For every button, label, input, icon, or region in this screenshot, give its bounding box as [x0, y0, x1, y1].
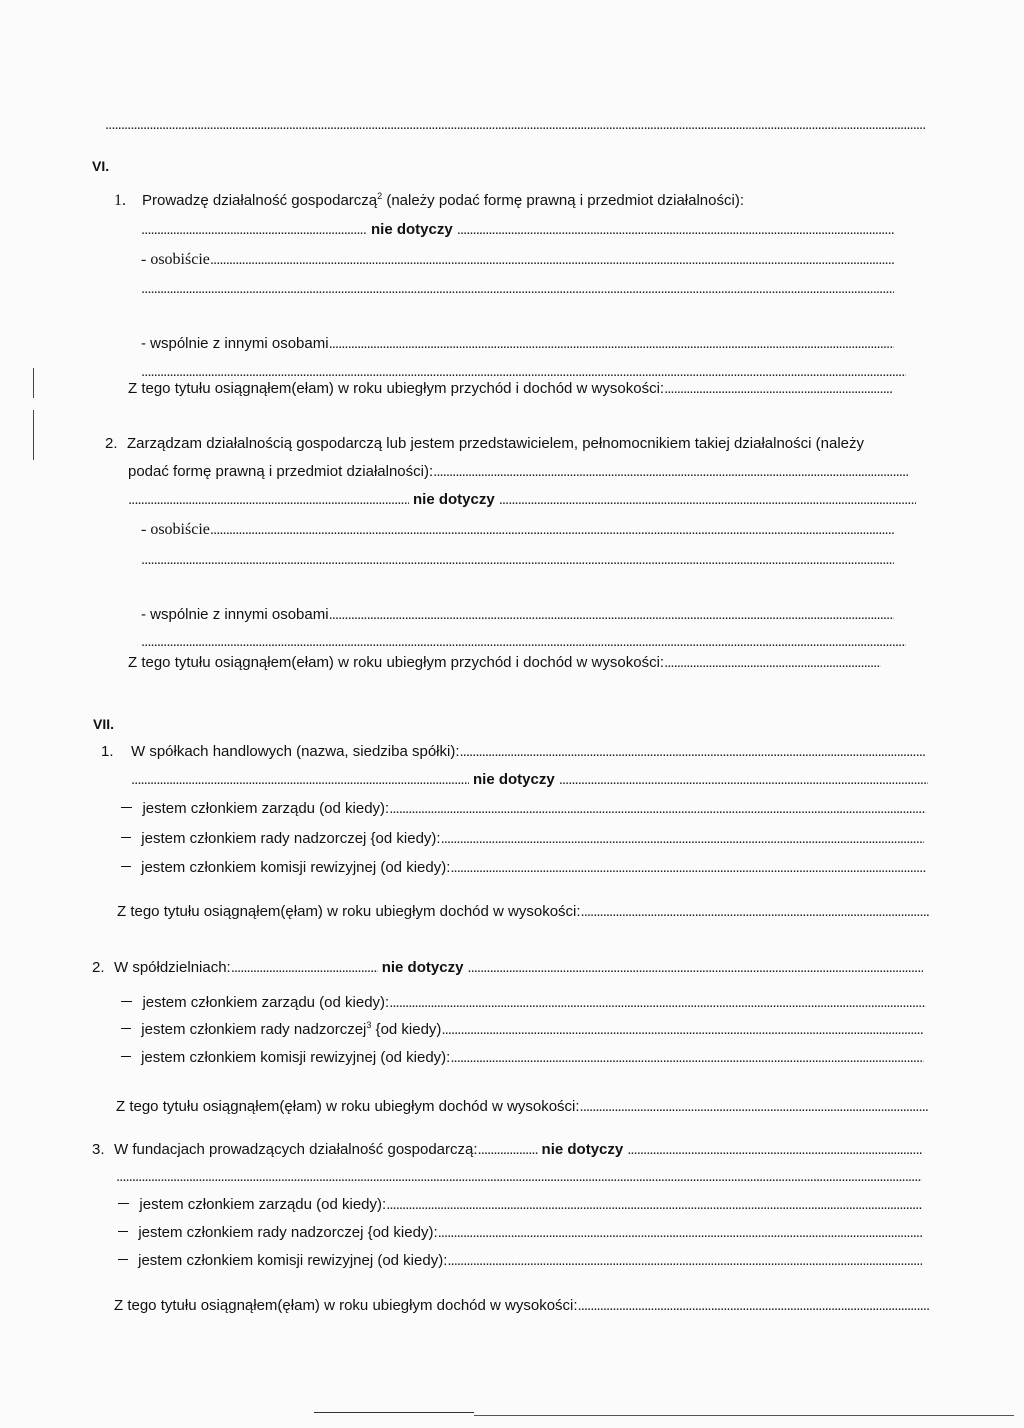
section-vii-numeral: VII. — [93, 716, 115, 732]
vii-3-supervisory: jestem członkiem rady nadzorczej {od kiedy): — [138, 1224, 438, 1241]
vii-3-audit: jestem członkiem komisji rewizyjnej (od kiedy): — [138, 1252, 448, 1269]
vii-3-text: W fundacjach prowadzących działalność gospodarczą: — [114, 1141, 478, 1158]
vii-2-number: 2. — [92, 959, 105, 976]
vi-2-jointly: - wspólnie z innymi osobami — [141, 606, 329, 623]
vi-2-number: 2. — [105, 435, 118, 452]
footnote-rule — [474, 1415, 1014, 1416]
vi-1-number: 1. — [114, 192, 126, 209]
top-dotted-line — [105, 116, 925, 134]
dash — [118, 1203, 129, 1204]
dash — [121, 866, 131, 867]
vii-3-blank-line — [116, 1168, 922, 1186]
vi-1-personally-line — [141, 251, 894, 269]
vi-2-heading — [105, 435, 905, 453]
vii-1-answer: nie dotyczy — [473, 771, 555, 788]
vi-1-heading — [114, 192, 934, 210]
vi-2-blank-line — [141, 633, 906, 651]
dash — [121, 807, 132, 808]
vi-2-answer-line — [128, 491, 916, 509]
vii-1-supervisory: jestem członkiem rady nadzorczej {od kiedy): — [141, 830, 441, 847]
vii-1-audit: jestem członkiem komisji rewizyjnej (od kiedy): — [141, 859, 451, 876]
vii-2-income: Z tego tytułu osiągnąłem(ęłam) w roku ubiegłym dochód w wysokości: — [116, 1098, 580, 1115]
vii-3-income: Z tego tytułu osiągnąłem(ęłam) w roku ubiegłym dochód w wysokości: — [114, 1297, 578, 1314]
vii-1-heading — [101, 743, 926, 761]
vi-1-income: Z tego tytułu osiągnąłem(ełam) w roku ubiegłym przychód i dochód w wysokości: — [128, 380, 665, 397]
vii-2-board: jestem członkiem zarządu (od kiedy): — [142, 994, 390, 1011]
vi-2-personally: - osobiście — [141, 521, 210, 538]
vii-2-answer: nie dotyczy — [381, 959, 464, 976]
vii-3-board-line — [118, 1196, 922, 1214]
vi-1-jointly: - wspólnie z innymi osobami — [141, 335, 329, 352]
vi-2-income: Z tego tytułu osiągnąłem(ełam) w roku ubiegłym przychód i dochód w wysokości: — [128, 654, 665, 671]
vii-3-number: 3. — [92, 1141, 105, 1158]
vii-2-supervisory-line — [121, 1021, 924, 1039]
vi-1-answer: nie dotyczy — [371, 221, 453, 238]
vii-3-heading — [92, 1141, 922, 1159]
vi-1-income-line — [128, 380, 893, 398]
vii-2-audit-line — [121, 1049, 924, 1067]
vii-2-text: W spółdzielniach: — [114, 959, 231, 976]
vii-1-income-line — [117, 903, 929, 921]
margin-mark — [33, 368, 34, 398]
vi-2-blank-line — [141, 551, 894, 569]
vii-1-board-line — [121, 800, 926, 818]
vi-1-personally: - osobiście — [141, 251, 210, 268]
vii-1-answer-line — [131, 771, 928, 789]
vii-3-audit-line — [118, 1252, 922, 1270]
vii-1-number: 1. — [101, 743, 114, 760]
vi-1-blank-line — [141, 363, 906, 381]
dash — [121, 1056, 131, 1057]
footnote-rule — [314, 1412, 474, 1413]
vi-2-answer: nie dotyczy — [413, 491, 495, 508]
vi-1-text: Prowadzę działalność gospodarczą$^2$ (należy podać formę prawną i przedmiot działalności): — [142, 192, 744, 209]
dash — [118, 1259, 128, 1260]
vii-2-supervisory: jestem członkiem rady nadzorczej$^3$ {od kiedy) — [141, 1021, 442, 1038]
vii-3-supervisory-line — [118, 1224, 922, 1242]
vi-2-text-line1: Zarządzam działalnością gospodarczą lub jestem przedstawicielem, pełnomocnikiem takiej działalności (należy — [127, 435, 865, 452]
dash — [121, 1001, 132, 1002]
vi-1-blank-line — [141, 280, 894, 298]
vii-3-income-line — [114, 1297, 929, 1315]
vii-1-supervisory-line — [121, 830, 924, 848]
vi-1-jointly-line — [141, 335, 894, 353]
vii-2-board-line — [121, 994, 926, 1012]
dash — [121, 837, 131, 838]
vi-2-heading-cont — [128, 463, 908, 481]
vi-1-answer-line — [141, 221, 894, 239]
vi-2-text-line2: podać formę prawną i przedmiot działalności): — [128, 463, 434, 480]
vii-1-audit-line — [121, 859, 926, 877]
vii-1-income: Z tego tytułu osiągnąłem(ęłam) w roku ubiegłym dochód w wysokości: — [117, 903, 581, 920]
section-vi-numeral: VI. — [92, 158, 110, 174]
dash — [118, 1231, 128, 1232]
dash — [121, 1028, 131, 1029]
vii-2-income-line — [116, 1098, 928, 1116]
vi-2-jointly-line — [141, 606, 894, 624]
margin-mark — [33, 410, 34, 460]
vii-1-board: jestem członkiem zarządu (od kiedy): — [142, 800, 390, 817]
vii-2-heading — [92, 959, 923, 977]
vii-3-board: jestem członkiem zarządu (od kiedy): — [139, 1196, 387, 1213]
vii-2-audit: jestem członkiem komisji rewizyjnej (od kiedy): — [141, 1049, 451, 1066]
vi-2-income-line — [128, 654, 881, 672]
vi-2-personally-line — [141, 521, 894, 539]
vii-1-text: W spółkach handlowych (nazwa, siedziba spółki): — [131, 743, 460, 760]
vii-3-answer: nie dotyczy — [541, 1141, 624, 1158]
